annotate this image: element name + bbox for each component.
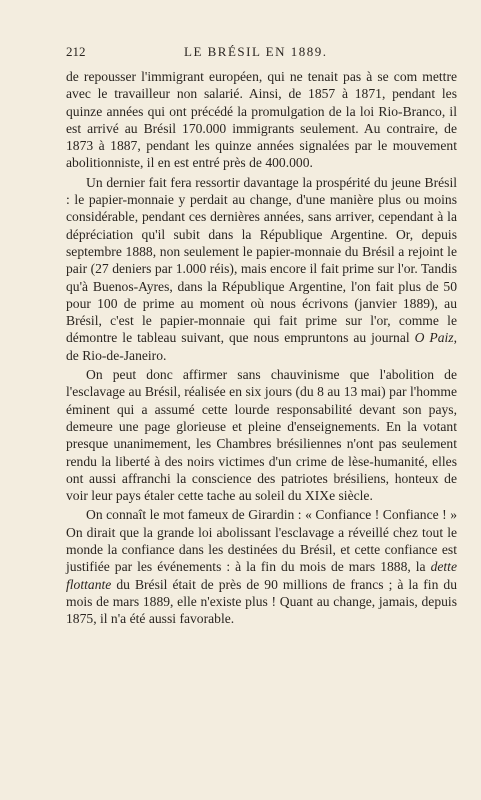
paragraph <box>66 68 457 172</box>
paragraph-text: On connaît le mot fameux de Girardin : « Confiance ! Confiance ! » On dirait que la grande loi abolissant l'esclavage a réveillé chez tout le monde la confiance dans les destinées du Brésil, et cette confiance est justifiée par les événements : à la fin du mois de mars 1888, la <box>66 507 457 575</box>
paragraph-text: Un dernier fait fera ressortir davantage la prospérité du jeune Brésil : le papier-monnaie y perdait au change, d'une manière plus ou moins considérable, pendant ces dernières années, sans arriver, cependant à la dépréciation qu'il subit dans la République Argentine. Or, depuis septembre 1888, non seulement le papier-monnaie du Brésil a rejoint le pair (27 deniers par 1.000 réis), mais encore il fait prime sur l'or. Tandis qu'à Buenos-Ayres, dans la République Argentine, l'on fait plus de 50 pour 100 de prime au moment où nous écrivons (janvier 1889), au Brésil, c'est le papier-monnaie qui fait prime sur l'or, comme le démontre le tableau suivant, que nous empruntons au journal <box>66 174 457 346</box>
paragraph-text: du Brésil était de près de 90 millions de francs ; à la fin du mois de mars 1889, elle n'existe plus ! Quant au change, jamais, depuis 1875, il n'a été aussi favorable. <box>66 576 457 627</box>
italic-text: O Paiz <box>414 330 454 346</box>
body-text <box>66 68 457 628</box>
paragraph <box>66 174 457 364</box>
italic-text: dette flottante <box>66 559 457 592</box>
page-number: 212 <box>66 44 86 59</box>
page-header <box>66 44 453 60</box>
paragraph <box>66 506 457 627</box>
running-title: LE BRÉSIL EN 1889. <box>184 44 328 59</box>
paragraph-text: On peut donc affirmer sans chauvinisme que l'abolition de l'esclavage au Brésil, réalisée en six jours (du 8 au 13 mai) par l'homme éminent qui a assumé cette lourde responsabilité devant son pays, demeure une page glorieuse et pleine d'enseignements. En la votant presque unanimement, les Chambres brésiliennes n'ont pas seulement rendu la liberté à des noirs victimes d'un crime de lèse-humanité, elles ont aussi affranchi la conscience des patriotes brésiliens, honteux de voir leur pays étaler cette tache au soleil du XIXe siècle. <box>66 367 457 504</box>
paragraph-text: de repousser l'immigrant européen, qui ne tenait pas à se com mettre avec le travailleur non salarié. Ainsi, de 1857 à 1871, pendant les quinze années qui ont précédé la promulgation de la loi Rio-Branco, il est arrivé au Brésil 170.000 immigrants seulement. Au contraire, de 1873 à 1887, pendant les quinze années signalées par le mouvement abolitionniste, il en est entré près de 400.000. <box>66 69 457 171</box>
paragraph <box>66 366 457 504</box>
paragraph-text: , de Rio-de-Janeiro. <box>66 330 457 363</box>
